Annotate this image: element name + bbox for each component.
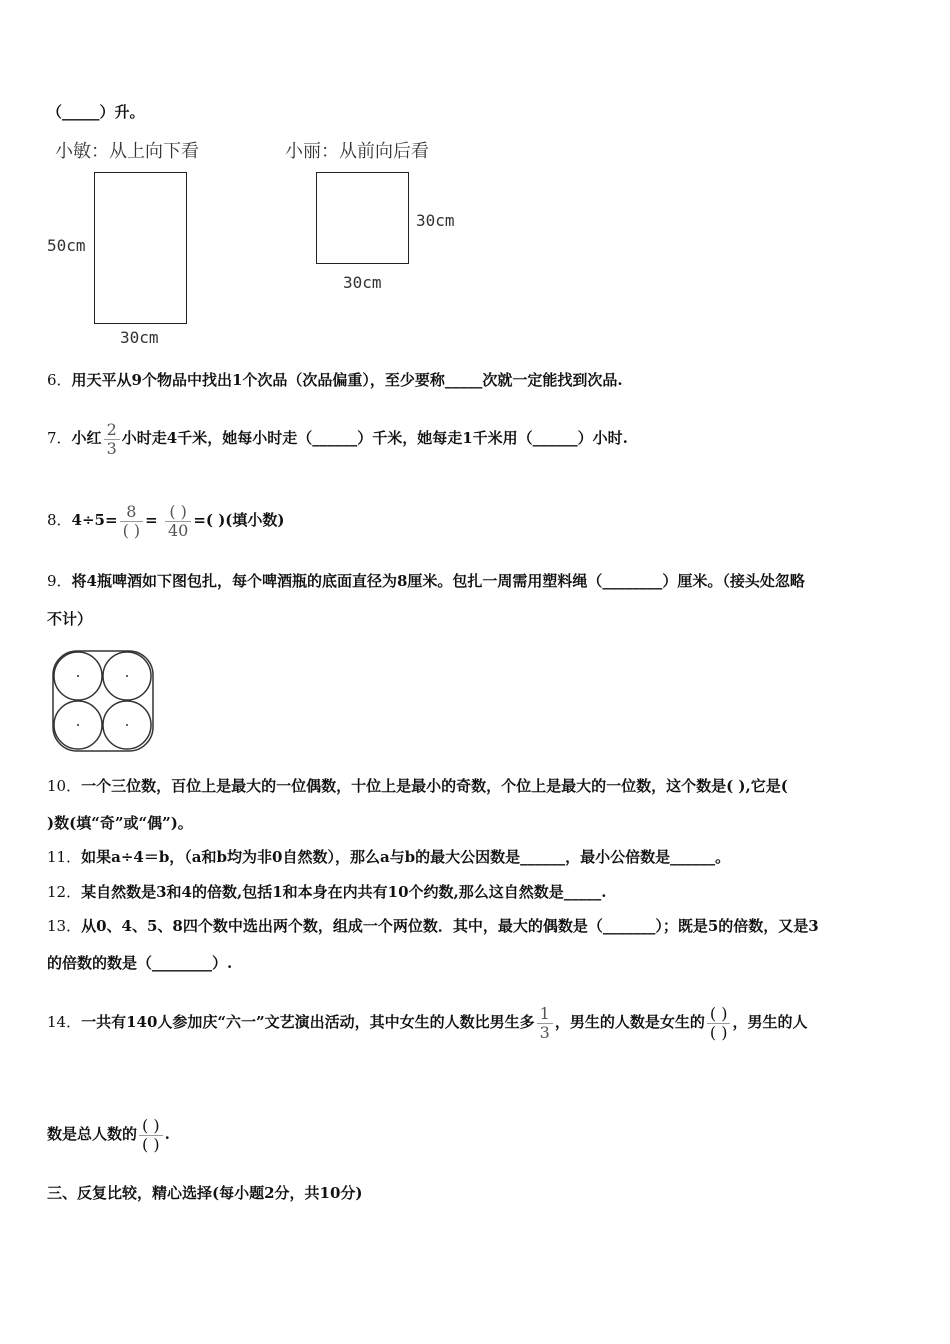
figure2-caption: 小丽：从前向后看 (285, 141, 429, 162)
question-11: 11．如果a÷4＝b，（a和b均为非0自然数），那么a与b的最大公因数是______，最小公倍数是______。 (47, 848, 731, 866)
four-bottles-diagram (50, 648, 156, 754)
figure2-right-dim: 30cm (416, 211, 455, 230)
front-view-square (316, 172, 409, 264)
top-line: （_____）升。 (47, 103, 145, 121)
question-14-line1: 14．一共有140人参加庆“六一”文艺演出活动，其中女生的人数比男生多 $\frac{1}{3}$ ，男生的人数是女生的 $\frac{( )}{( )}$ ，男生的人 (47, 1003, 808, 1042)
figure2-bottom-dim: 30cm (343, 273, 382, 292)
top-view-rectangle (94, 172, 187, 324)
section-3-heading: 三、反复比较，精心选择(每小题2分，共10分) (47, 1184, 363, 1202)
question-9-line2: 不计） (47, 610, 93, 628)
figure1-bottom-dim: 30cm (120, 328, 159, 347)
figure1-caption: 小敏：从上向下看 (55, 141, 199, 162)
question-12: 12．某自然数是3和4的倍数,包括1和本身在内共有10个约数,那么这自然数是_____. (47, 883, 607, 901)
figure1-left-dim: 50cm (47, 236, 86, 255)
question-8: 8．4÷5= $\frac{8}{( )}$ = $\frac{( )}{40}$ =( )(填小数) (47, 501, 285, 540)
question-13-line1: 13．从0、4、5、8四个数中选出两个数，组成一个两位数．其中，最大的偶数是（_______）；既是5的倍数，又是3 (47, 917, 819, 935)
question-6: 6．用天平从9个物品中找出1个次品（次品偏重），至少要称_____次就一定能找到次品. (47, 371, 623, 389)
question-7: 7．小红 $\frac{2}{3}$ 小时走4千米，她每小时走（______）千米，她每走1千米用（______）小时. (47, 419, 628, 458)
question-13-line2: 的倍数的数是（________）. (47, 954, 233, 972)
question-10-line1: 10．一个三位数，百位上是最大的一位偶数，十位上是最小的奇数，个位上是最大的一位数，这个数是( ),它是( (47, 777, 788, 795)
question-9-line1: 9．将4瓶啤酒如下图包扎，每个啤酒瓶的底面直径为8厘米。包扎一周需用塑料绳（________）厘米。（接头处忽略 (47, 572, 805, 590)
question-10-line2: )数(填“奇”或“偶”)。 (47, 814, 193, 832)
question-14-line2: 数是总人数的 $\frac{( )}{( )}$ . (47, 1115, 170, 1154)
fraction: $\frac{2}{3}$ (104, 421, 120, 458)
